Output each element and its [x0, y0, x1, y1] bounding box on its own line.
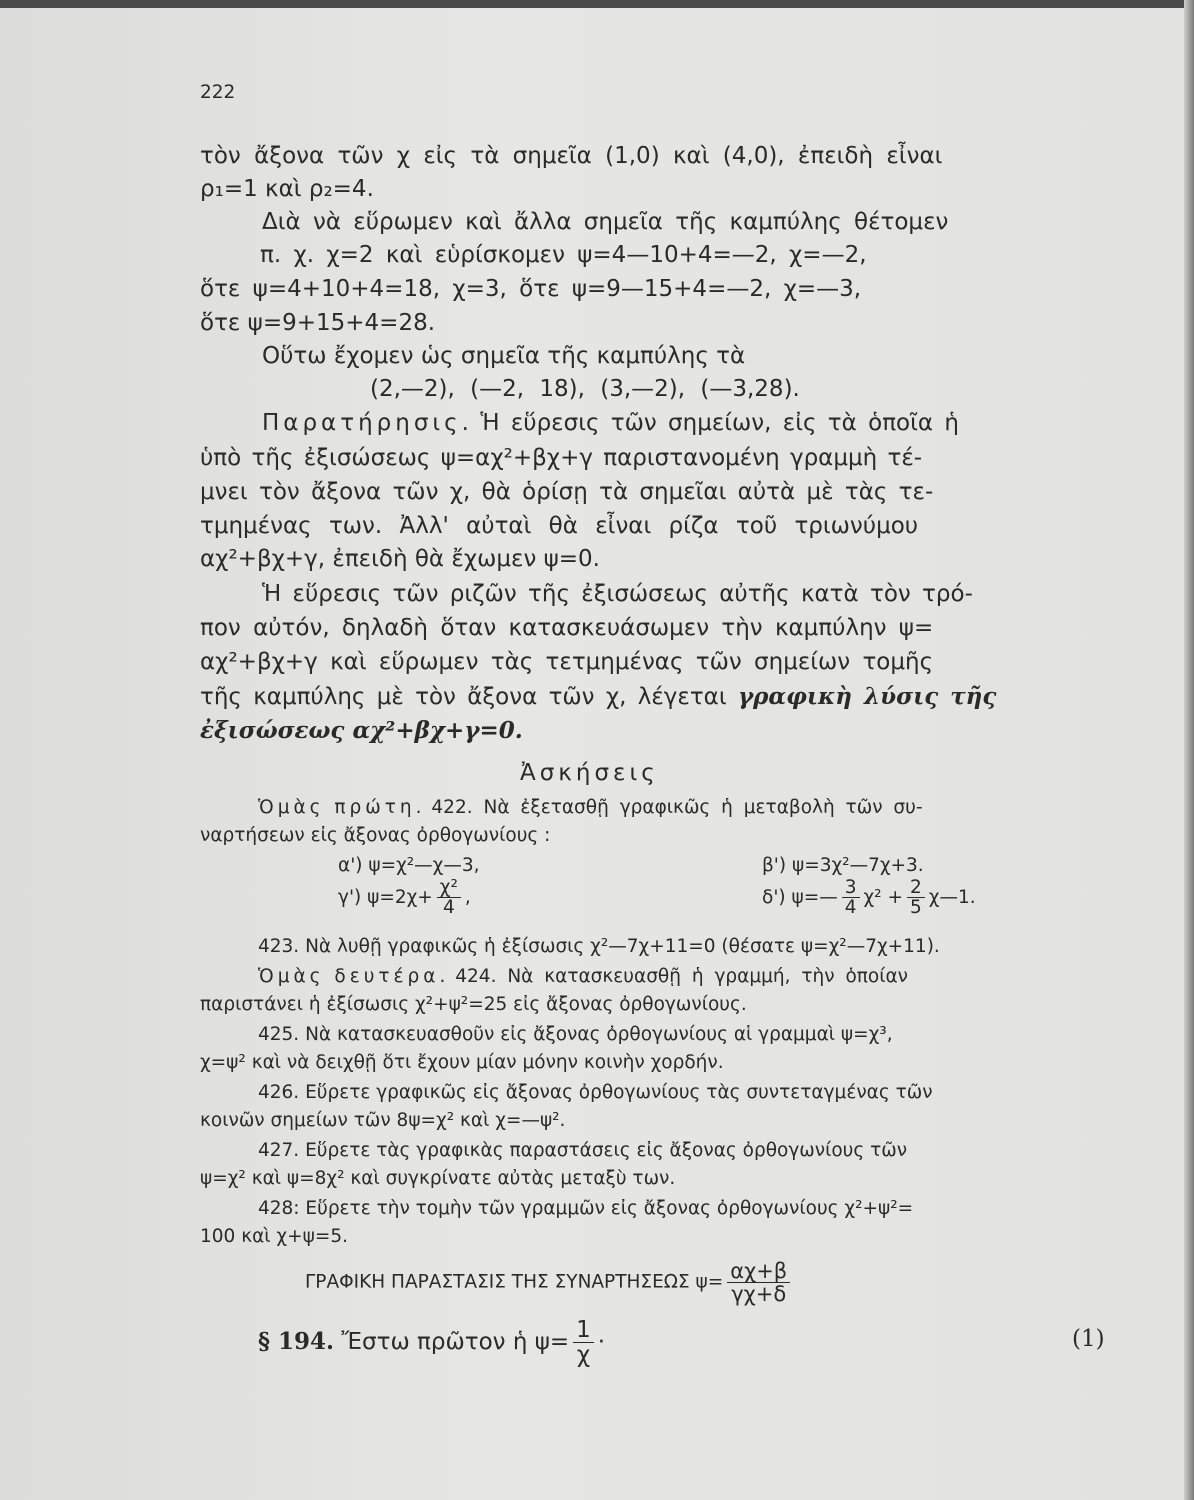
- text-line-2: ρ₁=1 καὶ ρ₂=4.: [200, 176, 374, 202]
- text-line-12: τμημένας των. Ἀλλ' αὐταὶ θὰ εἶναι ρίζα τοῦ τριωνύμου: [200, 513, 919, 539]
- exercises-heading: Ἀσκήσεις: [520, 760, 659, 786]
- delta-numerator-1: 3: [842, 878, 860, 898]
- delta-fraction-2: [907, 878, 925, 918]
- exercise-428-line-2: 100 καὶ χ+ψ=5.: [200, 1226, 348, 1247]
- equation-number: (1): [1072, 1326, 1105, 1352]
- text-line-16: αχ²+βχ+γ καὶ εὕρωμεν τὰς τετμημένας τῶν σημείων τομῆς: [200, 649, 934, 675]
- exercise-426-line-1: 426. Εὕρετε γραφικῶς εἰς ἄξονας ὀρθογωνίους τὰς συντεταγμένας τῶν: [258, 1082, 933, 1103]
- section-194: [258, 1318, 605, 1367]
- exercise-427-line-2: ψ=χ² καὶ ψ=8χ² καὶ συγκρίνατε αὐτὰς μεταξὺ των.: [200, 1168, 676, 1189]
- delta-mid: χ² +: [863, 886, 903, 908]
- text-line-1: τὸν ἄξονα τῶν χ εἰς τὰ σημεῖα (1,0) καὶ (4,0), ἐπειδὴ εἶναι: [200, 143, 943, 169]
- section-194-numerator: 1: [573, 1318, 594, 1343]
- section-194-fraction: [573, 1318, 594, 1367]
- delta-left: δ') ψ=—: [762, 886, 838, 908]
- graphical-solution-term: γραφικὴ λύσις τῆς: [737, 683, 997, 710]
- section-title-text: ΓΡΑΦΙΚΗ ΠΑΡΑΣΤΑΣΙΣ ΤΗΣ ΣΥΝΑΡΤΗΣΕΩΣ ψ=: [305, 1271, 724, 1293]
- exercise-425-line-2: χ=ψ² καὶ νὰ δειχθῇ ὅτι ἔχουν μίαν μόνην κοινὴν χορδήν.: [200, 1052, 724, 1073]
- scan-top-border: [0, 0, 1194, 8]
- exercise-422-text: 422. Νὰ ἐξετασθῇ γραφικῶς ἡ μεταβολὴ τῶν συ-: [431, 797, 923, 818]
- text-line-14: Ἡ εὕρεσις τῶν ριζῶν τῆς ἐξισώσεως αὐτῆς κατὰ τὸν τρό-: [262, 581, 973, 607]
- text-line-15: πον αὐτόν, δηλαδὴ ὅταν κατασκευάσωμεν τὴν καμπύλην ψ=: [200, 615, 934, 641]
- text-line-3: Διὰ νὰ εὕρωμεν καὶ ἄλλα σημεῖα τῆς καμπύλης θέτομεν: [262, 209, 949, 235]
- delta-fraction-1: [842, 878, 860, 918]
- exercise-422-line-2: ναρτήσεων εἰς ἄξονας ὀρθογωνίους :: [200, 825, 551, 846]
- text-line-9: [262, 410, 959, 436]
- text-line-5: ὅτε ψ=4+10+4=18, χ=3, ὅτε ψ=9—15+4=—2, χ=—3,: [200, 276, 862, 302]
- exercise-alpha: α') ψ=χ²—χ—3,: [338, 855, 480, 876]
- exercise-428-line-1: 428: Εὕρετε τὴν τομὴν τῶν γραμμῶν εἰς ἄξονας ὀρθογωνίους χ²+ψ²=: [258, 1198, 914, 1219]
- exercise-beta: β') ψ=3χ²—7χ+3.: [762, 855, 924, 876]
- text-line-4: π. χ. χ=2 καὶ εὑρίσκομεν ψ=4—10+4=—2, χ=—2,: [260, 242, 867, 268]
- delta-end: χ—1.: [928, 886, 976, 908]
- section-194-end: ·: [597, 1329, 606, 1356]
- section-title-fraction: [727, 1260, 790, 1305]
- group-2-label: Ὁμὰς δευτέρα.: [258, 966, 450, 987]
- section-194-label: § 194.: [258, 1328, 335, 1356]
- scan-right-edge: [1184, 0, 1194, 1500]
- exercise-delta: [762, 878, 976, 918]
- exercise-423: 423. Νὰ λυθῇ γραφικῶς ἡ ἐξίσωσις χ²—7χ+11=0 (θέσατε ψ=χ²—7χ+11).: [258, 936, 940, 957]
- text-line-17-plain: τῆς καμπύλης μὲ τὸν ἄξονα τῶν χ, λέγεται: [200, 684, 727, 710]
- exercise-425-line-1: 425. Νὰ κατασκευασθοῦν εἰς ἄξονας ὀρθογωνίους αἱ γραμμαὶ ψ=χ³,: [258, 1024, 893, 1045]
- section-title-denominator: γχ+δ: [731, 1282, 787, 1307]
- exercise-427-line-1: 427. Εὕρετε τὰς γραφικὰς παραστάσεις εἰς ἄξονας ὀρθογωνίους τῶν: [258, 1140, 908, 1161]
- text-line-13: αχ²+βχ+γ, ἐπειδὴ θὰ ἔχωμεν ψ=0.: [200, 546, 600, 572]
- exercise-424-line-2: παριστάνει ἡ ἐξίσωσις χ²+ψ²=25 εἰς ἄξονας ὀρθογωνίους.: [200, 994, 747, 1015]
- delta-numerator-2: 2: [907, 878, 925, 898]
- remark-heading: Παρατήρησις.: [262, 410, 473, 436]
- text-line-7: Οὕτω ἔχομεν ὡς σημεῖα τῆς καμπύλης τὰ: [262, 343, 746, 369]
- section-title-numerator: αχ+β: [727, 1260, 790, 1283]
- exercise-gamma: [338, 878, 471, 918]
- text-line-6: ὅτε ψ=9+15+4=28.: [200, 310, 436, 336]
- exercise-422-line-1: [258, 797, 923, 818]
- gamma-numerator: χ²: [437, 878, 461, 898]
- gamma-denominator: 4: [442, 897, 455, 919]
- remark-text: Ἡ εὕρεσις τῶν σημείων, εἰς τὰ ὁποῖα ἡ: [480, 410, 959, 436]
- text-line-17: [200, 683, 996, 710]
- delta-denominator-2: 5: [909, 897, 922, 919]
- text-line-11: μνει τὸν ἄξονα τῶν χ, θὰ ὁρίσῃ τὰ σημεῖαι αὐτὰ μὲ τὰς τε-: [200, 479, 934, 505]
- group-1-label: Ὁμὰς πρώτη.: [258, 797, 426, 818]
- gamma-left: γ') ψ=2χ+: [338, 886, 433, 908]
- text-line-8: (2,—2), (—2, 18), (3,—2), (—3,28).: [370, 376, 800, 402]
- gamma-fraction: [437, 878, 461, 918]
- section-194-denominator: χ: [576, 1342, 591, 1369]
- exercise-424-line-1: [258, 966, 908, 987]
- section-194-text: Ἔστω πρῶτον ἡ ψ=: [341, 1329, 570, 1356]
- text-line-18: ἐξισώσεως αχ²+βχ+γ=0.: [200, 717, 523, 744]
- text-line-10: ὑπὸ τῆς ἐξισώσεως ψ=αχ²+βχ+γ παριστανομένη γραμμὴ τέ-: [200, 445, 923, 471]
- page-number: 222: [200, 82, 236, 103]
- exercise-424-text: 424. Νὰ κατασκευασθῇ ἡ γραμμή, τὴν ὁποίαν: [455, 966, 909, 987]
- exercise-426-line-2: κοινῶν σημείων τῶν 8ψ=χ² καὶ χ=—ψ².: [200, 1110, 566, 1131]
- section-title: [305, 1260, 794, 1305]
- gamma-end: ,: [464, 886, 471, 908]
- delta-denominator-1: 4: [844, 897, 857, 919]
